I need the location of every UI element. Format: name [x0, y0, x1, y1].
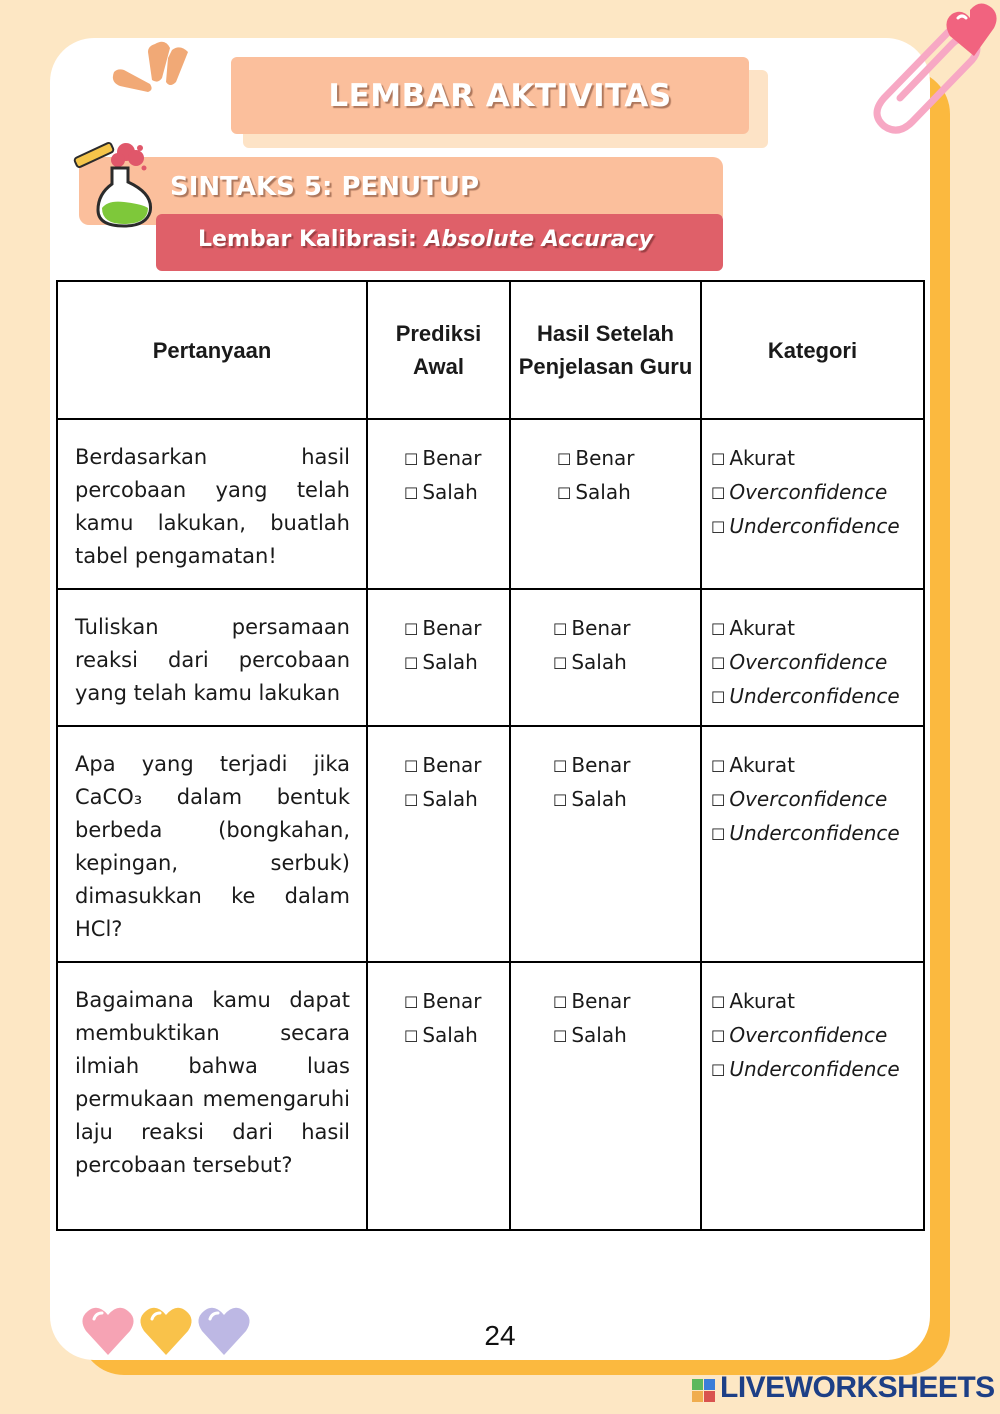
prediksi-benar-checkbox[interactable]	[404, 442, 509, 476]
option-label: Salah	[422, 1023, 478, 1047]
liveworksheets-logo-icon	[692, 1379, 716, 1403]
prediksi-salah-checkbox[interactable]	[404, 646, 509, 680]
option-label: Salah	[422, 787, 478, 811]
option-label: Benar	[571, 616, 631, 640]
option-label: Benar	[571, 753, 631, 777]
kategori-akurat-checkbox[interactable]	[711, 442, 923, 476]
kategori-akurat-checkbox[interactable]	[711, 612, 923, 646]
checkbox-icon[interactable]: ☐	[404, 1027, 419, 1046]
checkbox-icon[interactable]: ☐	[711, 450, 726, 469]
option-label: Overconfidence	[729, 787, 888, 811]
option-label: Underconfidence	[729, 684, 900, 708]
checkbox-icon[interactable]: ☐	[553, 791, 568, 810]
checkbox-icon[interactable]: ☐	[711, 518, 726, 537]
kalibrasi-emphasis: Absolute Accuracy	[424, 227, 653, 252]
sparkle-burst-icon	[110, 38, 195, 103]
option-label: Akurat	[729, 753, 795, 777]
prediksi-benar-checkbox[interactable]	[404, 612, 509, 646]
page-number: 24	[484, 1320, 516, 1351]
kalibrasi-title	[198, 227, 653, 252]
checkbox-icon[interactable]: ☐	[404, 654, 419, 673]
question-text: Tuliskan persamaan reaksi dari percobaan yang telah kamu lakukan	[57, 589, 367, 726]
option-label: Salah	[422, 480, 478, 504]
title-bar	[231, 57, 749, 134]
kalibrasi-prefix: Lembar Kalibrasi:	[198, 227, 425, 252]
section-subtitle: SINTAKS 5: PENUTUP	[170, 172, 480, 202]
checkbox-icon[interactable]: ☐	[553, 993, 568, 1012]
option-label: Salah	[571, 787, 627, 811]
prediksi-salah-checkbox[interactable]	[404, 783, 509, 817]
kategori-underconfidence-checkbox[interactable]	[711, 817, 923, 851]
header-pertanyaan: Pertanyaan	[57, 281, 367, 419]
option-label: Benar	[422, 753, 482, 777]
kategori-overconfidence-checkbox[interactable]	[711, 646, 923, 680]
prediksi-benar-checkbox[interactable]	[404, 985, 509, 1019]
checkbox-icon[interactable]: ☐	[404, 484, 419, 503]
kategori-underconfidence-checkbox[interactable]	[711, 510, 923, 544]
option-label: Underconfidence	[729, 1057, 900, 1081]
checkbox-icon[interactable]: ☐	[404, 450, 419, 469]
checkbox-icon[interactable]: ☐	[711, 1027, 726, 1046]
checkbox-icon[interactable]: ☐	[711, 688, 726, 707]
kategori-akurat-checkbox[interactable]	[711, 985, 923, 1019]
checkbox-icon[interactable]: ☐	[404, 993, 419, 1012]
checkbox-icon[interactable]: ☐	[557, 450, 572, 469]
calibration-table	[56, 280, 925, 1231]
prediksi-awal-cell	[367, 962, 510, 1230]
checkbox-icon[interactable]: ☐	[711, 825, 726, 844]
kategori-overconfidence-checkbox[interactable]	[711, 476, 923, 510]
hasil-salah-checkbox[interactable]	[557, 476, 700, 510]
checkbox-icon[interactable]: ☐	[553, 757, 568, 776]
question-text: Apa yang terjadi jika CaCO₃ dalam bentuk berbeda (bongkahan, kepingan, serbuk) dimasukkan ke dalam HCl?	[57, 726, 367, 962]
option-label: Akurat	[729, 989, 795, 1013]
table-row	[57, 589, 924, 726]
table-header-row	[57, 281, 924, 419]
option-label: Salah	[571, 650, 627, 674]
hasil-salah-checkbox[interactable]	[553, 646, 700, 680]
kategori-underconfidence-checkbox[interactable]	[711, 680, 923, 714]
flask-icon	[68, 138, 163, 230]
hasil-benar-checkbox[interactable]	[553, 612, 700, 646]
prediksi-awal-cell	[367, 726, 510, 962]
option-label: Salah	[571, 1023, 627, 1047]
header-kategori: Kategori	[701, 281, 924, 419]
prediksi-benar-checkbox[interactable]	[404, 749, 509, 783]
hasil-guru-cell	[510, 589, 701, 726]
option-label: Benar	[422, 446, 482, 470]
kategori-cell	[701, 419, 924, 589]
checkbox-icon[interactable]: ☐	[711, 654, 726, 673]
checkbox-icon[interactable]: ☐	[404, 757, 419, 776]
header-prediksi-awal: Prediksi Awal	[367, 281, 510, 419]
page-title: LEMBAR AKTIVITAS	[328, 77, 672, 114]
kategori-akurat-checkbox[interactable]	[711, 749, 923, 783]
hasil-benar-checkbox[interactable]	[553, 985, 700, 1019]
checkbox-icon[interactable]: ☐	[553, 620, 568, 639]
checkbox-icon[interactable]: ☐	[553, 1027, 568, 1046]
kategori-cell	[701, 589, 924, 726]
table-row	[57, 962, 924, 1230]
paperclip-heart-icon	[862, 0, 1000, 140]
prediksi-salah-checkbox[interactable]	[404, 1019, 509, 1053]
hasil-salah-checkbox[interactable]	[553, 1019, 700, 1053]
checkbox-icon[interactable]: ☐	[404, 620, 419, 639]
checkbox-icon[interactable]: ☐	[711, 484, 726, 503]
checkbox-icon[interactable]: ☐	[711, 757, 726, 776]
brand-name: LIVEWORKSHEETS	[720, 1371, 995, 1404]
checkbox-icon[interactable]: ☐	[711, 1061, 726, 1080]
option-label: Salah	[575, 480, 631, 504]
kategori-underconfidence-checkbox[interactable]	[711, 1053, 923, 1087]
hearts-decoration-icon	[80, 1303, 260, 1359]
option-label: Benar	[422, 616, 482, 640]
checkbox-icon[interactable]: ☐	[557, 484, 572, 503]
hasil-guru-cell	[510, 419, 701, 589]
question-text: Bagaimana kamu dapat membuktikan secara ilmiah bahwa luas permukaan memengaruhi laju reaksi dari hasil percobaan tersebut?	[57, 962, 367, 1230]
hasil-guru-cell	[510, 726, 701, 962]
prediksi-awal-cell	[367, 589, 510, 726]
hasil-benar-checkbox[interactable]	[553, 749, 700, 783]
prediksi-salah-checkbox[interactable]	[404, 476, 509, 510]
checkbox-icon[interactable]: ☐	[404, 791, 419, 810]
option-label: Benar	[575, 446, 635, 470]
option-label: Overconfidence	[729, 650, 888, 674]
option-label: Salah	[422, 650, 478, 674]
option-label: Underconfidence	[729, 821, 900, 845]
option-label: Underconfidence	[729, 514, 900, 538]
checkbox-icon[interactable]: ☐	[711, 620, 726, 639]
option-label: Benar	[422, 989, 482, 1013]
table-row	[57, 419, 924, 589]
option-label: Overconfidence	[729, 1023, 888, 1047]
question-text: Berdasarkan hasil percobaan yang telah kamu lakukan, buatlah tabel pengamatan!	[57, 419, 367, 589]
checkbox-icon[interactable]: ☐	[553, 654, 568, 673]
checkbox-icon[interactable]: ☐	[711, 791, 726, 810]
hasil-salah-checkbox[interactable]	[553, 783, 700, 817]
kategori-overconfidence-checkbox[interactable]	[711, 783, 923, 817]
option-label: Akurat	[729, 616, 795, 640]
kategori-cell	[701, 726, 924, 962]
header-hasil-setelah: Hasil Setelah Penjelasan Guru	[510, 281, 701, 419]
checkbox-icon[interactable]: ☐	[711, 993, 726, 1012]
hasil-benar-checkbox[interactable]	[557, 442, 700, 476]
hasil-guru-cell	[510, 962, 701, 1230]
prediksi-awal-cell	[367, 419, 510, 589]
option-label: Benar	[571, 989, 631, 1013]
kategori-cell	[701, 962, 924, 1230]
option-label: Akurat	[729, 446, 795, 470]
option-label: Overconfidence	[729, 480, 888, 504]
table-row	[57, 726, 924, 962]
kategori-overconfidence-checkbox[interactable]	[711, 1019, 923, 1053]
